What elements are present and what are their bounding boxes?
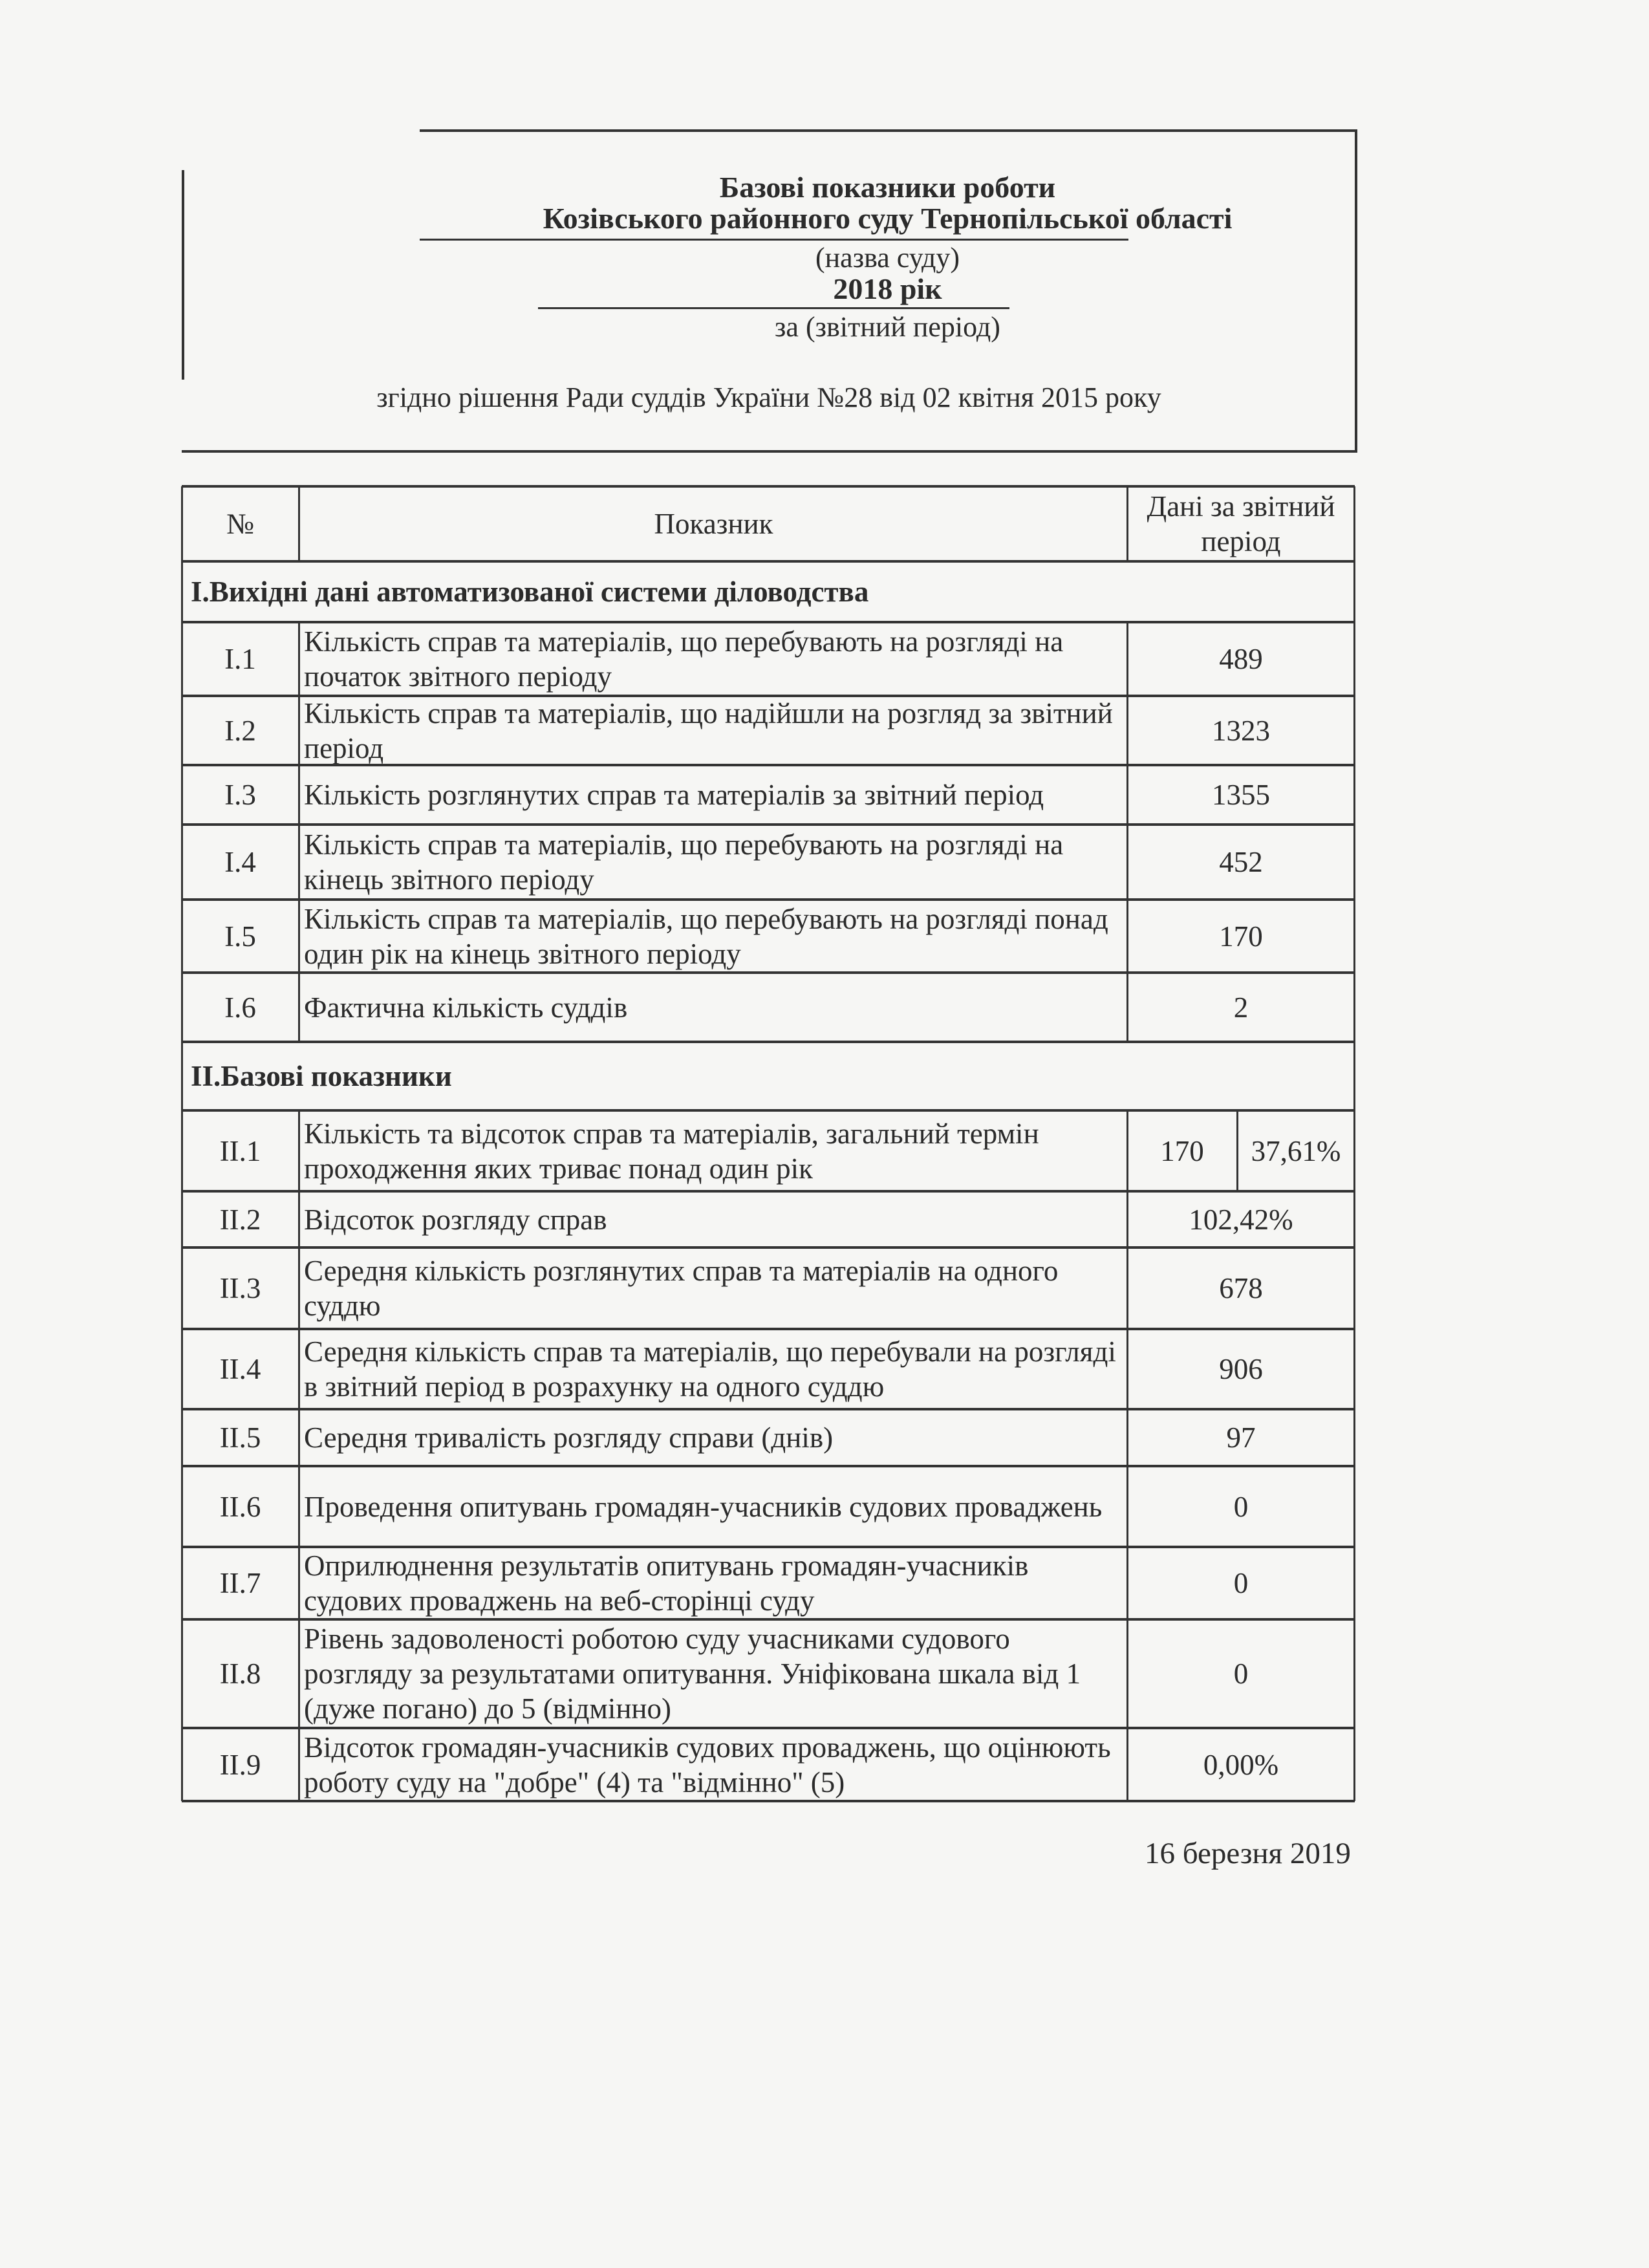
table-header-row bbox=[182, 486, 1355, 561]
column-divider bbox=[1126, 1110, 1128, 1191]
section-heading-cell bbox=[182, 561, 1355, 622]
table-rule bbox=[182, 1246, 1355, 1249]
row-number: I.6 bbox=[224, 991, 256, 1024]
column-divider bbox=[1236, 1110, 1238, 1191]
column-header-number: № bbox=[226, 508, 254, 540]
row-number: II.7 bbox=[219, 1567, 261, 1599]
table-rule bbox=[182, 1800, 1355, 1802]
row-indicator-label-cell bbox=[299, 622, 1127, 696]
column-header-number-cell bbox=[182, 486, 299, 561]
table-row bbox=[182, 765, 1355, 825]
row-value: 678 bbox=[1219, 1272, 1263, 1304]
row-indicator-label-cell bbox=[299, 1191, 1127, 1247]
column-divider bbox=[298, 1191, 300, 1247]
row-value-cell bbox=[1127, 765, 1355, 825]
row-value: 906 bbox=[1219, 1353, 1263, 1385]
row-value-cell bbox=[1127, 696, 1355, 765]
row-indicator-label-cell bbox=[299, 696, 1127, 765]
row-number-cell bbox=[182, 622, 299, 696]
row-indicator-label: Рівень задоволеності роботою суду учасниками судового розгляду за результатами опитування. Уніфікована шкала від 1 (дуже погано) до 5 (відмінно) bbox=[304, 1623, 1081, 1725]
header-top-rule bbox=[420, 129, 1357, 132]
section-heading: II.Базові показники bbox=[191, 1060, 452, 1092]
table-rule bbox=[182, 1041, 1355, 1043]
row-number-cell bbox=[182, 973, 299, 1042]
table-rule bbox=[182, 823, 1355, 826]
column-divider bbox=[298, 622, 300, 696]
column-divider bbox=[298, 973, 300, 1042]
column-divider bbox=[298, 1110, 300, 1191]
row-indicator-label: Кількість справ та матеріалів, що перебувають на розгляді на кінець звітного періоду bbox=[304, 828, 1064, 896]
row-indicator-label-cell bbox=[299, 1110, 1127, 1191]
row-value-cell bbox=[1127, 1247, 1355, 1329]
column-divider bbox=[298, 1547, 300, 1619]
row-number-cell bbox=[182, 1191, 299, 1247]
table-row bbox=[182, 1110, 1355, 1191]
section-heading-cell bbox=[182, 1042, 1355, 1110]
column-divider bbox=[298, 1466, 300, 1547]
header-left-rule bbox=[182, 170, 184, 380]
row-value-cell bbox=[1127, 1110, 1237, 1191]
row-number: I.5 bbox=[224, 920, 256, 953]
row-number: II.9 bbox=[219, 1748, 261, 1781]
column-header-value-line1: Дані за звітний bbox=[1147, 490, 1335, 523]
row-number-cell bbox=[182, 1619, 299, 1728]
row-value-cell bbox=[1127, 1728, 1355, 1801]
header-bottom-rule bbox=[182, 450, 1357, 453]
table-row bbox=[182, 973, 1355, 1042]
table-rule bbox=[182, 560, 1355, 563]
column-divider bbox=[298, 696, 300, 765]
table-rule bbox=[182, 1408, 1355, 1410]
period-underline bbox=[538, 307, 1009, 309]
basis-decision-text: згідно рішення Ради суддів України №28 від 02 квітня 2015 року bbox=[376, 382, 1161, 413]
row-number: II.2 bbox=[219, 1203, 261, 1236]
table-left-border bbox=[181, 486, 183, 1801]
row-value: 97 bbox=[1226, 1421, 1256, 1454]
row-value: 1323 bbox=[1212, 714, 1270, 747]
table-row bbox=[182, 1728, 1355, 1801]
row-number-cell bbox=[182, 1466, 299, 1547]
table-rule bbox=[182, 485, 1355, 488]
row-value: 0 bbox=[1233, 1490, 1249, 1523]
row-number-cell bbox=[182, 696, 299, 765]
column-divider bbox=[298, 1329, 300, 1409]
row-indicator-label: Кількість та відсоток справ та матеріалів, загальний термін проходження яких триває понад один рік bbox=[304, 1117, 1039, 1185]
column-divider bbox=[1126, 1547, 1128, 1619]
row-value-percent: 37,61% bbox=[1251, 1134, 1341, 1167]
row-number-cell bbox=[182, 1409, 299, 1466]
section-heading: I.Вихідні дані автоматизованої системи діловодства bbox=[191, 576, 869, 608]
row-number-cell bbox=[182, 765, 299, 825]
row-value: 0 bbox=[1233, 1658, 1249, 1690]
column-divider bbox=[1126, 486, 1128, 561]
table-rule bbox=[182, 621, 1355, 623]
row-number-cell bbox=[182, 825, 299, 900]
row-value: 2 bbox=[1233, 991, 1249, 1024]
column-divider bbox=[1126, 765, 1128, 825]
row-indicator-label: Кількість розглянутих справ та матеріалів за звітний період bbox=[304, 779, 1044, 811]
row-number: II.6 bbox=[219, 1490, 261, 1523]
row-value: 1355 bbox=[1212, 779, 1270, 811]
row-indicator-label-cell bbox=[299, 1247, 1127, 1329]
table-rule bbox=[182, 764, 1355, 766]
row-indicator-label: Кількість справ та матеріалів, що перебувають на розгляді понад один рік на кінець звітного періоду bbox=[304, 902, 1108, 970]
column-divider bbox=[1126, 1191, 1128, 1247]
row-value: 489 bbox=[1219, 643, 1263, 675]
column-divider bbox=[298, 1247, 300, 1329]
row-number-cell bbox=[182, 1329, 299, 1409]
report-date: 16 березня 2019 bbox=[1145, 1837, 1351, 1870]
row-indicator-label-cell bbox=[299, 1409, 1127, 1466]
row-number: II.5 bbox=[219, 1421, 261, 1454]
period-caption: за (звітний період) bbox=[775, 311, 1000, 343]
row-indicator-label-cell bbox=[299, 1728, 1127, 1801]
row-number: I.1 bbox=[224, 643, 256, 675]
row-value-cell bbox=[1127, 1619, 1355, 1728]
table-rule bbox=[182, 1109, 1355, 1112]
row-number-cell bbox=[182, 900, 299, 973]
row-indicator-label-cell bbox=[299, 1466, 1127, 1547]
table-rule bbox=[182, 1328, 1355, 1330]
row-number: II.3 bbox=[219, 1272, 261, 1304]
row-value: 170 bbox=[1160, 1134, 1204, 1167]
row-number: I.4 bbox=[224, 846, 256, 878]
column-divider bbox=[298, 900, 300, 973]
row-value-cell bbox=[1127, 1329, 1355, 1409]
column-divider bbox=[1126, 1329, 1128, 1409]
row-indicator-label: Відсоток розгляду справ bbox=[304, 1203, 607, 1236]
row-value: 170 bbox=[1219, 920, 1263, 953]
table-rule bbox=[182, 1190, 1355, 1193]
table-rule bbox=[182, 695, 1355, 697]
column-divider bbox=[1126, 1619, 1128, 1728]
row-value-cell bbox=[1127, 622, 1355, 696]
row-indicator-label-cell bbox=[299, 825, 1127, 900]
table-rule bbox=[182, 1546, 1355, 1548]
table-rule bbox=[182, 971, 1355, 974]
court-name-caption: (назва суду) bbox=[815, 242, 960, 274]
row-indicator-label: Середня кількість розглянутих справ та матеріалів на одного суддю bbox=[304, 1255, 1059, 1322]
row-value: 0,00% bbox=[1203, 1748, 1279, 1781]
row-indicator-label: Середня кількість справ та матеріалів, що перебували на розгляді в звітний період в розрахунку на одного суддю bbox=[304, 1335, 1116, 1403]
document-title: Базові показники роботи bbox=[719, 171, 1056, 204]
row-number-cell bbox=[182, 1547, 299, 1619]
row-indicator-label-cell bbox=[299, 900, 1127, 973]
table-row bbox=[182, 1247, 1355, 1329]
table-row bbox=[182, 622, 1355, 696]
column-header-value-line2: період bbox=[1201, 525, 1281, 557]
court-name: Козівського районного суду Тернопільської області bbox=[543, 202, 1233, 235]
table-rule bbox=[182, 1727, 1355, 1729]
column-divider bbox=[298, 765, 300, 825]
row-indicator-label-cell bbox=[299, 1547, 1127, 1619]
table-row bbox=[182, 1191, 1355, 1247]
row-indicator-label: Фактична кількість суддів bbox=[304, 991, 628, 1024]
column-header-value-cell bbox=[1127, 486, 1355, 561]
column-divider bbox=[298, 825, 300, 900]
table-rule bbox=[182, 1465, 1355, 1467]
table-row bbox=[182, 900, 1355, 973]
section-heading-row bbox=[182, 561, 1355, 622]
table-rule bbox=[182, 1618, 1355, 1621]
column-divider bbox=[1126, 900, 1128, 973]
row-value-cell bbox=[1127, 1409, 1355, 1466]
column-divider bbox=[1126, 1728, 1128, 1801]
row-number-cell bbox=[182, 1728, 299, 1801]
column-divider bbox=[1126, 1409, 1128, 1466]
row-indicator-label-cell bbox=[299, 765, 1127, 825]
row-number: II.4 bbox=[219, 1353, 261, 1385]
column-divider bbox=[1126, 1466, 1128, 1547]
table-row bbox=[182, 1409, 1355, 1466]
column-divider bbox=[1126, 825, 1128, 900]
row-number-cell bbox=[182, 1110, 299, 1191]
row-number-cell bbox=[182, 1247, 299, 1329]
section-heading-row bbox=[182, 1042, 1355, 1110]
row-indicator-label-cell bbox=[299, 973, 1127, 1042]
row-value: 0 bbox=[1233, 1567, 1249, 1599]
row-value-cell bbox=[1127, 1466, 1355, 1547]
table-row bbox=[182, 1466, 1355, 1547]
column-divider bbox=[1126, 696, 1128, 765]
row-value: 452 bbox=[1219, 846, 1263, 878]
table-row bbox=[182, 1547, 1355, 1619]
row-indicator-label: Проведення опитувань громадян-учасників судових проваджень bbox=[304, 1490, 1103, 1523]
column-header-indicator-cell bbox=[299, 486, 1127, 561]
row-number: II.1 bbox=[219, 1134, 261, 1167]
row-indicator-label: Кількість справ та матеріалів, що надійшли на розгляд за звітний період bbox=[304, 697, 1113, 764]
row-value-cell bbox=[1127, 1191, 1355, 1247]
row-value-cell bbox=[1127, 1547, 1355, 1619]
column-divider bbox=[1126, 622, 1128, 696]
column-divider bbox=[1126, 1247, 1128, 1329]
table-row bbox=[182, 1329, 1355, 1409]
table-row bbox=[182, 696, 1355, 765]
column-divider bbox=[298, 1728, 300, 1801]
column-divider bbox=[298, 1619, 300, 1728]
table-row bbox=[182, 825, 1355, 900]
row-value-cell bbox=[1127, 900, 1355, 973]
table-row bbox=[182, 1619, 1355, 1728]
row-indicator-label-cell bbox=[299, 1619, 1127, 1728]
row-number: I.3 bbox=[224, 779, 256, 811]
row-value-percent-cell bbox=[1237, 1110, 1355, 1191]
row-indicator-label: Середня тривалість розгляду справи (днів) bbox=[304, 1421, 834, 1454]
row-value-cell bbox=[1127, 825, 1355, 900]
row-indicator-label: Відсоток громадян-учасників судових проваджень, що оцінюють роботу суду на "добре" (4) та "відмінно" (5) bbox=[304, 1731, 1111, 1798]
report-period: 2018 рік bbox=[833, 272, 942, 305]
row-number: I.2 bbox=[224, 714, 256, 747]
row-indicator-label: Кількість справ та матеріалів, що перебувають на розгляді на початок звітного періоду bbox=[304, 625, 1064, 693]
column-divider bbox=[1126, 973, 1128, 1042]
table-rule bbox=[182, 898, 1355, 901]
row-indicator-label: Оприлюднення результатів опитувань громадян-учасників судових проваджень на веб-сторінці суду bbox=[304, 1550, 1029, 1617]
row-value: 102,42% bbox=[1189, 1203, 1293, 1236]
row-indicator-label-cell bbox=[299, 1329, 1127, 1409]
row-value-cell bbox=[1127, 973, 1355, 1042]
column-divider bbox=[298, 486, 300, 561]
column-header-indicator: Показник bbox=[654, 508, 773, 540]
row-number: II.8 bbox=[219, 1658, 261, 1690]
table-right-border bbox=[1353, 486, 1355, 1801]
column-divider bbox=[298, 1409, 300, 1466]
